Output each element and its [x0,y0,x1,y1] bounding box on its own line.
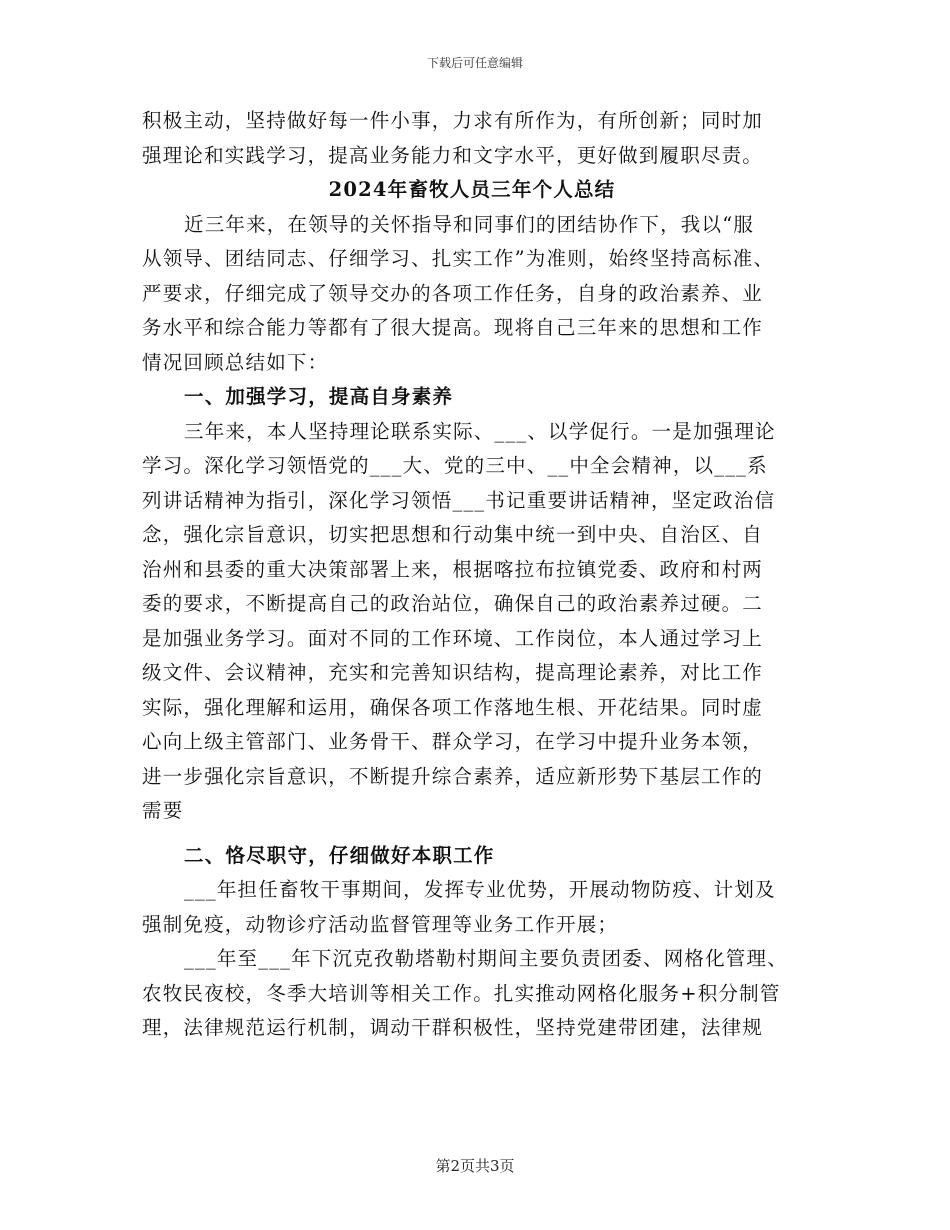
body-line: 实际，强化理解和运用，确保各项工作落地生根、开花结果。同时虚 [142,695,764,719]
body-line: 强制免疫，动物诊疗活动监督管理等业务工作开展； [142,912,619,936]
body-line: 农牧民夜校，冬季大培训等相关工作。扎实推动网格化服务+积分制管 [142,981,781,1005]
document-title: 2024年畜牧人员三年个人总结 [328,178,616,201]
section-heading-2: 二、恪尽职守，仔细做好本职工作 [184,843,495,867]
body-line: ___年担任畜牧干事期间，发挥专业优势，开展动物防疫、计划及 [184,878,776,901]
body-line: 从领导、团结同志、仔细学习、扎实工作”为准则，始终坚持高标准、 [142,247,775,270]
body-line: 念，强化宗旨意识，切实把思想和行动集中统一到中央、自治区、自 [142,523,764,546]
body-line: 委的要求，不断提高自己的政治站位，确保自己的政治素养过硬。二 [142,592,764,615]
page-number: 第2页共3页 [435,1157,515,1175]
body-line: 心向上级主管部门、业务骨干、群众学习，在学习中提升业务本领， [142,730,764,753]
body-line: 级文件、会议精神，充实和完善知识结构，提高理论素养，对比工作 [142,661,764,684]
page-header-note: 下载后可任意编辑 [426,56,523,70]
body-line: 积极主动，坚持做好每一件小事，力求有所作为，有所创新；同时加 [142,109,764,132]
section-heading-1: 一、加强学习，提高自身素养 [184,385,454,408]
body-line: 近三年来，在领导的关怀指导和同事们的团结协作下，我以“服 [184,212,755,236]
body-line: 进一步强化宗旨意识，不断提升综合素养，适应新形势下基层工作的 [142,764,764,788]
body-line: 学习。深化学习领悟党的___大、党的三中、__中全会精神，以___系 [142,454,768,477]
body-line: 是加强业务学习。面对不同的工作环境、工作岗位，本人通过学习上 [142,626,764,650]
body-line: 情况回顾总结如下： [142,350,329,374]
body-line: 治州和县委的重大决策部署上来，根据喀拉布拉镇党委、政府和村两 [142,557,764,581]
body-line: 理，法律规范运行机制，调动干群积极性，坚持党建带团建，法律规 [142,1016,764,1039]
spacer [142,829,802,839]
body-line: 三年来，本人坚持理论联系实际、___、以学促行。一是加强理论 [184,419,776,443]
document-body [142,104,802,1046]
body-line: 务水平和综合能力等都有了很大提高。现将自己三年来的思想和工作 [142,316,764,339]
body-line: 列讲话精神为指引，深化学习领悟___书记重要讲话精神，坚定政治信 [142,488,776,512]
body-line: 严要求，仔细完成了领导交办的各项工作任务，自身的政治素养、业 [142,281,764,305]
body-line: 需要 [142,799,184,822]
body-line: 强理论和实践学习，提高业务能力和文字水平，更好做到履职尽责。 [142,143,764,167]
body-line: ___年至___年下沉克孜勒塔勒村期间主要负责团委、网格化管理、 [184,947,788,970]
